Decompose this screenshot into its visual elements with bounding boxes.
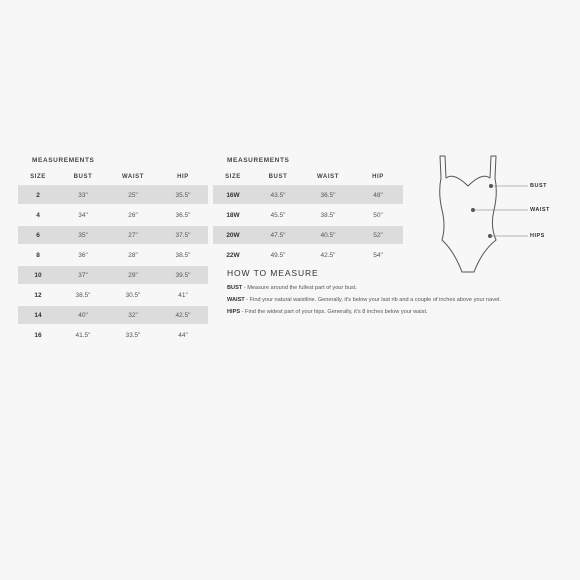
bodysuit-diagram	[428, 148, 568, 278]
table-header-row	[18, 168, 208, 186]
bust-cell: 47.5"	[253, 225, 303, 245]
size-cell: 8	[18, 245, 58, 265]
header-size: SIZE	[213, 168, 253, 186]
header-waist: WAIST	[303, 168, 353, 186]
header-bust: BUST	[253, 168, 303, 186]
waist-instruction-label: WAIST	[227, 297, 245, 303]
left-table-title: MEASUREMENTS	[32, 157, 95, 164]
table-row	[213, 205, 403, 225]
waist-cell: 30.5"	[108, 285, 158, 305]
size-cell: 20W	[213, 225, 253, 245]
hip-cell: 54"	[353, 245, 403, 265]
table-row	[213, 225, 403, 245]
hip-cell: 39.5"	[158, 265, 208, 285]
size-cell: 18W	[213, 205, 253, 225]
size-cell: 16W	[213, 186, 253, 206]
how-to-measure-title: HOW TO MEASURE	[227, 268, 319, 278]
hip-cell: 52"	[353, 225, 403, 245]
bust-cell: 40"	[58, 305, 108, 325]
bust-instruction	[227, 285, 357, 291]
right-table-title: MEASUREMENTS	[227, 157, 290, 164]
waist-cell: 25"	[108, 186, 158, 206]
waist-cell: 26"	[108, 205, 158, 225]
bust-cell: 36"	[58, 245, 108, 265]
bust-cell: 38.5"	[58, 285, 108, 305]
bust-cell: 41.5"	[58, 325, 108, 345]
waist-cell: 38.5"	[303, 205, 353, 225]
hips-instruction-text: - Find the widest part of your hips. Generally, it's 8 inches below your waist.	[240, 309, 428, 315]
bust-instruction-text: - Measure around the fullest part of your bust.	[242, 285, 357, 291]
waist-cell: 28"	[108, 245, 158, 265]
size-cell: 22W	[213, 245, 253, 265]
hip-cell: 36.5"	[158, 205, 208, 225]
header-hip: HIP	[158, 168, 208, 186]
header-bust: BUST	[58, 168, 108, 186]
waist-cell: 42.5"	[303, 245, 353, 265]
bust-cell: 37"	[58, 265, 108, 285]
waist-instruction	[227, 297, 501, 303]
table-row	[18, 225, 208, 245]
hip-cell: 38.5"	[158, 245, 208, 265]
table-row	[18, 245, 208, 265]
size-cell: 2	[18, 186, 58, 206]
bust-cell: 35"	[58, 225, 108, 245]
hip-cell: 44"	[158, 325, 208, 345]
waist-tag: WAIST	[530, 207, 550, 213]
size-cell: 16	[18, 325, 58, 345]
waist-cell: 33.5"	[108, 325, 158, 345]
bust-cell: 43.5"	[253, 186, 303, 206]
size-cell: 14	[18, 305, 58, 325]
table-row	[213, 186, 403, 206]
hip-cell: 41"	[158, 285, 208, 305]
header-waist: WAIST	[108, 168, 158, 186]
bust-cell: 34"	[58, 205, 108, 225]
hips-instruction	[227, 309, 428, 315]
size-cell: 6	[18, 225, 58, 245]
waist-cell: 36.5"	[303, 186, 353, 206]
hip-cell: 48"	[353, 186, 403, 206]
hip-cell: 37.5"	[158, 225, 208, 245]
hips-instruction-label: HIPS	[227, 309, 241, 315]
header-size: SIZE	[18, 168, 58, 186]
size-cell: 12	[18, 285, 58, 305]
left-size-table	[18, 168, 208, 346]
table-row	[213, 245, 403, 265]
waist-cell: 40.5"	[303, 225, 353, 245]
size-cell: 4	[18, 205, 58, 225]
table-row	[18, 325, 208, 345]
table-header-row	[213, 168, 403, 186]
table-row	[18, 285, 208, 305]
table-row	[18, 305, 208, 325]
header-hip: HIP	[353, 168, 403, 186]
waist-cell: 27"	[108, 225, 158, 245]
bust-instruction-label: BUST	[227, 285, 243, 291]
hip-cell: 42.5"	[158, 305, 208, 325]
waist-instruction-text: - Find your natural waistline. Generally, it's below your last rib and a couple of inches above your navel.	[244, 297, 501, 303]
right-size-table	[213, 168, 403, 266]
waist-cell: 32"	[108, 305, 158, 325]
waist-cell: 29"	[108, 265, 158, 285]
hip-cell: 50"	[353, 205, 403, 225]
bodysuit-outline	[440, 156, 497, 272]
hip-cell: 35.5"	[158, 186, 208, 206]
bust-cell: 45.5"	[253, 205, 303, 225]
size-cell: 10	[18, 265, 58, 285]
hips-tag: HIPS	[530, 233, 545, 239]
bust-cell: 33"	[58, 186, 108, 206]
table-row	[18, 186, 208, 206]
table-row	[18, 205, 208, 225]
bust-tag: BUST	[530, 183, 547, 189]
table-row	[18, 265, 208, 285]
bust-cell: 49.5"	[253, 245, 303, 265]
